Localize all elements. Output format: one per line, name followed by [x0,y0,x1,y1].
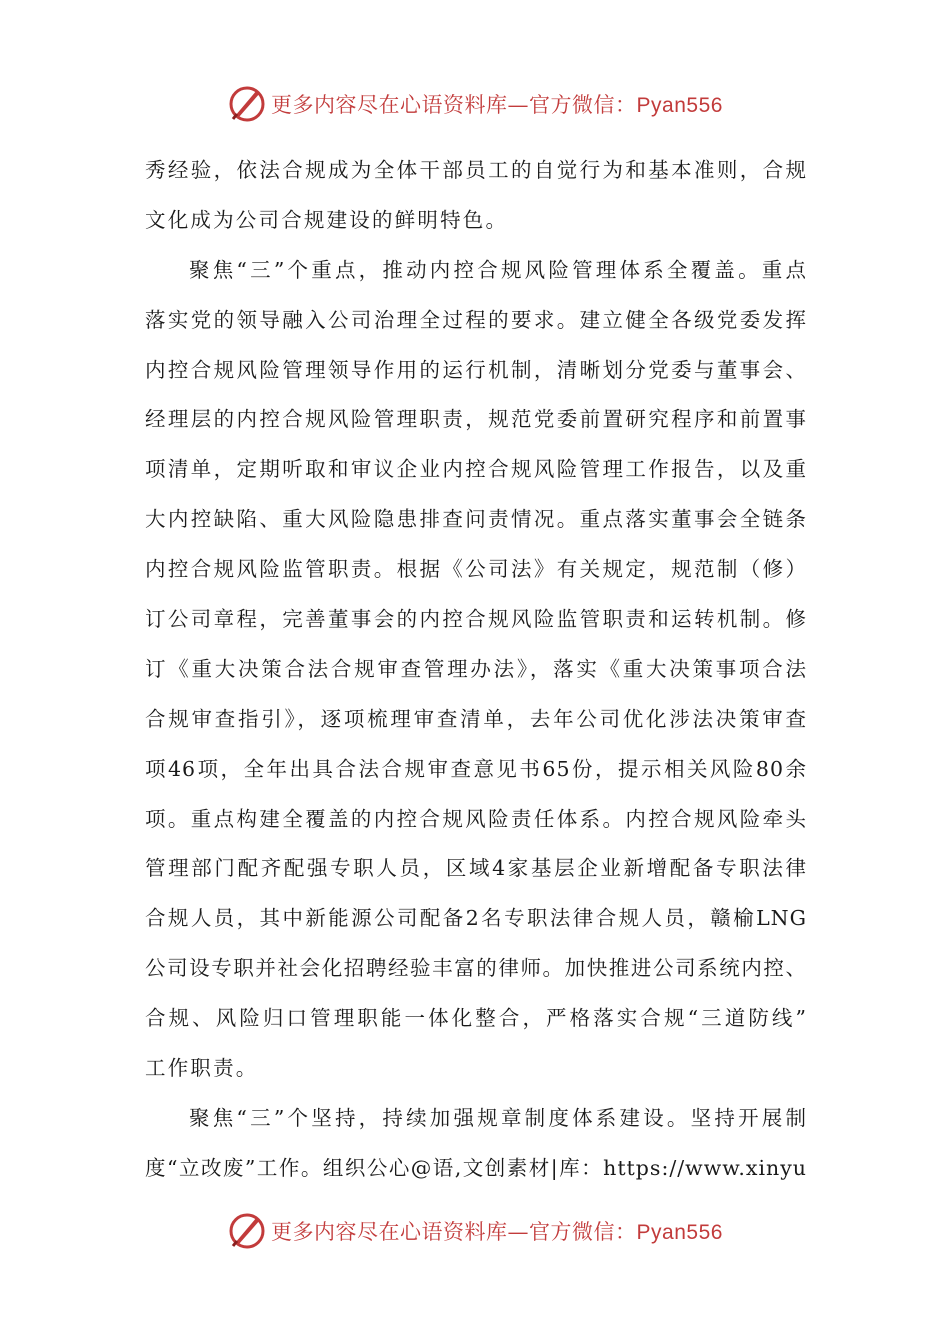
header-wechat-id: Pyan556 [636,94,723,117]
footer-banner [0,1207,950,1255]
footer-wechat-id: Pyan556 [636,1221,723,1244]
header-banner [0,80,950,128]
quill-pen-icon [227,1211,267,1251]
text-line-18: 合规、风险归口管理职能一体化整合，严格落实合规“三道防线” [145,1006,807,1031]
text-line-7: 项清单，定期听取和审议企业内控合规风险管理工作报告，以及重 [145,457,807,482]
text-line-19: 工作职责。 [145,1056,259,1081]
text-line-5: 内控合规风险管理领导作用的运行机制，清晰划分党委与董事会、 [145,357,807,382]
text-line-13: 项46项，全年出具合法合规审查意见书65份，提示相关风险80余 [145,756,807,781]
text-line-14: 项。重点构建全覆盖的内控合规风险责任体系。内控合规风险牵头 [145,806,807,831]
text-line-3: 聚焦“三”个重点，推动内控合规风险管理体系全覆盖。重点 [189,257,807,282]
text-line-6: 经理层的内控合规风险管理职责，规范党委前置研究程序和前置事 [145,407,807,432]
text-line-1: 秀经验，依法合规成为全体干部员工的自觉行为和基本准则，合规 [145,158,807,182]
document-body [145,146,807,1194]
footer-banner-text: 更多内容尽在心语资料库—官方微信：Pyan556 [271,1220,723,1244]
text-line-9: 内控合规风险监管职责。根据《公司法》有关规定，规范制（修） [145,557,807,582]
text-line-8: 大内控缺陷、重大风险隐患排查问责情况。重点落实董事会全链条 [145,507,807,532]
header-banner-text: 更多内容尽在心语资料库—官方微信：Pyan556 [271,93,723,117]
text-line-21: 度“立改废”工作。组织公心@语,文创素材|库：https://www.xinyu [145,1155,807,1180]
text-line-20: 聚焦“三”个坚持，持续加强规章制度体系建设。坚持开展制 [189,1105,807,1130]
text-line-15: 管理部门配齐配强专职人员，区域4家基层企业新增配备专职法律 [145,856,807,881]
text-line-4: 落实党的领导融入公司治理全过程的要求。建立健全各级党委发挥 [145,307,807,332]
text-line-12: 合规审查指引》，逐项梳理审查清单，去年公司优化涉法决策审查 [145,706,807,731]
text-line-16: 合规人员，其中新能源公司配备2名专职法律合规人员，赣榆LNG [145,906,807,931]
quill-pen-icon [227,84,267,124]
text-line-10: 订公司章程，完善董事会的内控合规风险监管职责和运转机制。修 [145,607,807,632]
text-line-11: 订《重大决策合法合规审查管理办法》，落实《重大决策事项合法 [145,656,807,681]
text-line-17: 公司设专职并社会化招聘经验丰富的律师。加快推进公司系统内控、 [145,956,807,981]
text-line-2: 文化成为公司合规建设的鲜明特色。 [145,207,509,232]
